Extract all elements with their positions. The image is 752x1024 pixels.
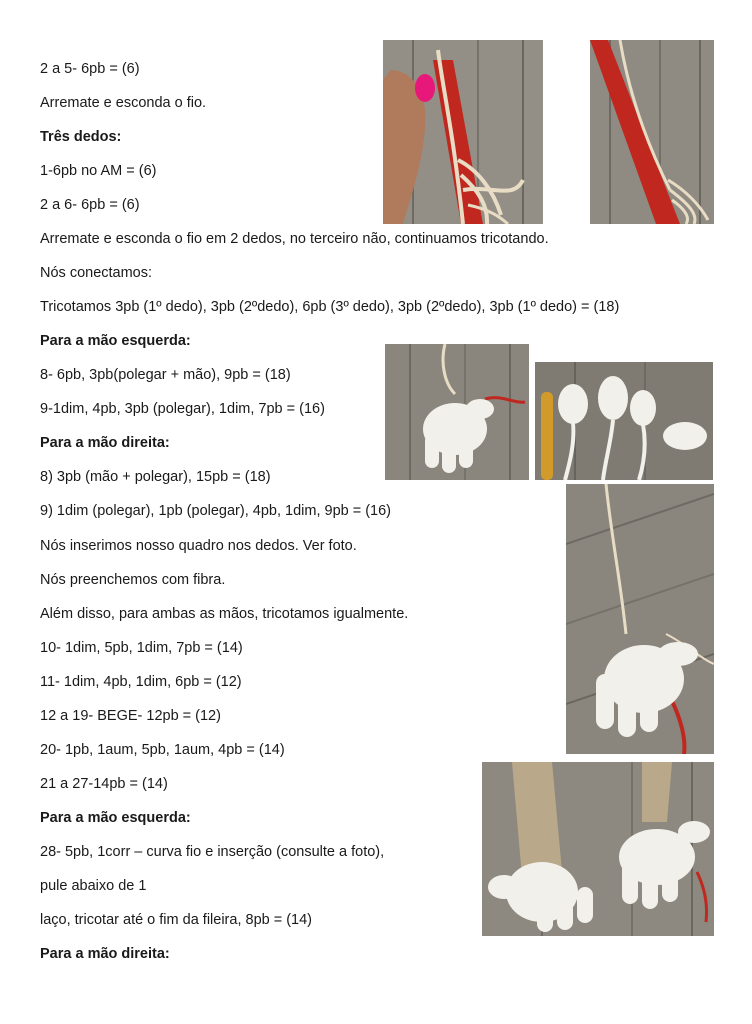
- text-line-15: Nós inserimos nosso quadro nos dedos. Ver foto.: [40, 538, 357, 554]
- text-line-16: Nós preenchemos com fibra.: [40, 572, 226, 588]
- text-line-8: Tricotamos 3pb (1º dedo), 3pb (2ºdedo), 6pb (3º dedo), 3pb (2ºdedo), 3pb (1º dedo) = (18): [40, 299, 620, 315]
- heading-mao-direita-1: Para a mão direita:: [40, 435, 170, 451]
- heading-mao-esquerda-1: Para a mão esquerda:: [40, 333, 191, 349]
- photo-wire-frame-tape: [590, 40, 714, 224]
- text-line-19: 11- 1dim, 4pb, 1dim, 6pb = (12): [40, 674, 242, 690]
- photo-plush-fingers: [385, 344, 529, 480]
- photo-three-fingers-hook: [535, 362, 713, 480]
- heading-mao-direita-2: Para a mão direita:: [40, 946, 170, 962]
- photo-plush-hand-wire: [566, 484, 714, 754]
- text-line-14: 9) 1dim (polegar), 1pb (polegar), 4pb, 1dim, 9pb = (16): [40, 503, 392, 519]
- text-line-5: 2 a 6- 6pb = (6): [40, 197, 140, 213]
- text-line-4: 1-6pb no AM = (6): [40, 163, 157, 179]
- text-line-1: 2 a 5- 6pb = (6): [40, 61, 140, 77]
- text-line-26: laço, tricotar até o fim da fileira, 8pb = (14): [40, 912, 313, 928]
- photo-finished-hands: [482, 762, 714, 936]
- heading-mao-esquerda-2: Para a mão esquerda:: [40, 810, 191, 826]
- text-line-7: Nós conectamos:: [40, 265, 153, 281]
- text-line-24: 28- 5pb, 1corr – curva fio e inserção (consulte a foto),: [40, 844, 385, 860]
- text-line-20: 12 a 19- BEGE- 12pb = (12): [40, 708, 221, 724]
- text-line-6: Arremate e esconda o fio em 2 dedos, no terceiro não, continuamos tricotando.: [40, 231, 549, 247]
- heading-tres-dedos: Três dedos:: [40, 129, 122, 145]
- text-line-11: 9-1dim, 4pb, 3pb (polegar), 1dim, 7pb = (16): [40, 401, 325, 417]
- text-line-2: Arremate e esconda o fio.: [40, 95, 207, 111]
- text-line-13: 8) 3pb (mão + polegar), 15pb = (18): [40, 469, 271, 485]
- text-line-18: 10- 1dim, 5pb, 1dim, 7pb = (14): [40, 640, 243, 656]
- text-line-21: 20- 1pb, 1aum, 5pb, 1aum, 4pb = (14): [40, 742, 285, 758]
- text-line-17: Além disso, para ambas as mãos, tricotamos igualmente.: [40, 606, 409, 622]
- text-line-22: 21 a 27-14pb = (14): [40, 776, 168, 792]
- text-line-10: 8- 6pb, 3pb(polegar + mão), 9pb = (18): [40, 367, 291, 383]
- text-line-25: pule abaixo de 1: [40, 878, 147, 894]
- photo-wire-frame-finger: [383, 40, 543, 224]
